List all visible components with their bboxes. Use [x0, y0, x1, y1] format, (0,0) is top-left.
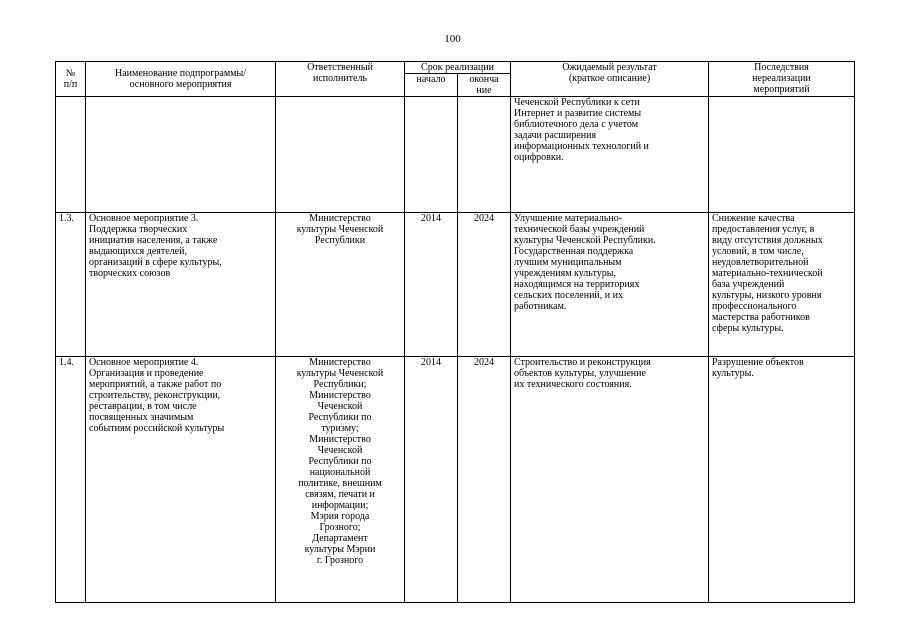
cell-result: Улучшение материально- технической базы учреждений культуры Чеченской Республики. Государственная поддержка лучшим муниципальным учреждениям культуры, находящимся на территориях сельских поселений, и их работникам. — [511, 213, 709, 357]
header-consequences: Последствия нереализации мероприятий — [709, 62, 855, 97]
cell-consequences — [709, 97, 855, 213]
header-result: Ожидаемый результат (краткое описание) — [511, 62, 709, 97]
header-executor: Ответственный исполнитель — [276, 62, 405, 97]
cell-num: 1.3. — [56, 213, 86, 357]
cell-result: Чеченской Республики к сети Интернет и развитие системы библиотечного дела с учетом задачи расширения информационных технологий и оцифровки. — [511, 97, 709, 213]
cell-executor: Министерство культуры Чеченской Республики; Министерство Чеченской Республики по туризму; Министерство Чеченской Республики по национальной политике, внешним связям, печати и информации; Мэрия города Грозного; Департамент культуры Мэрии г. Грозного — [276, 357, 405, 603]
cell-name — [86, 97, 276, 213]
measures-table — [55, 61, 855, 603]
header-start: начало — [405, 74, 458, 97]
header-num: № п/п — [56, 62, 86, 97]
page-number: 100 — [444, 33, 461, 45]
cell-start — [405, 97, 458, 213]
cell-consequences: Снижение качества предоставления услуг, в виду отсутствия должных условий, в том числе, неудовлетворительной материально-технической база учреждений культуры, низкого уровня профессионального мастерства работников сферы культуры. — [709, 213, 855, 357]
cell-num: 1.4. — [56, 357, 86, 603]
cell-consequences: Разрушение объектов культуры. — [709, 357, 855, 603]
cell-executor — [276, 97, 405, 213]
cell-result: Строительство и реконструкция объектов культуры, улучшение их технического состояния. — [511, 357, 709, 603]
header-row — [56, 62, 855, 74]
header-end: оконча ние — [458, 74, 511, 97]
header-name: Наименование подпрограммы/ основного мероприятия — [86, 62, 276, 97]
cell-name: Основное мероприятие 4. Организация и проведение мероприятий, а также работ по строительству, реконструкции, реставрации, в том числе посвященных значимым событиям российской культуры — [86, 357, 276, 603]
cell-end — [458, 97, 511, 213]
cell-start: 2014 — [405, 357, 458, 603]
cell-start: 2014 — [405, 213, 458, 357]
cell-executor: Министерство культуры Чеченской Республики — [276, 213, 405, 357]
cell-end: 2024 — [458, 213, 511, 357]
cell-end: 2024 — [458, 357, 511, 603]
table-row — [56, 97, 855, 213]
table-row — [56, 213, 855, 357]
table-row — [56, 357, 855, 603]
cell-num — [56, 97, 86, 213]
header-period: Срок реализации — [405, 62, 511, 74]
cell-name: Основное мероприятие 3. Поддержка творческих инициатив населения, а также выдающихся деятелей, организаций в сфере культуры, творческих союзов — [86, 213, 276, 357]
